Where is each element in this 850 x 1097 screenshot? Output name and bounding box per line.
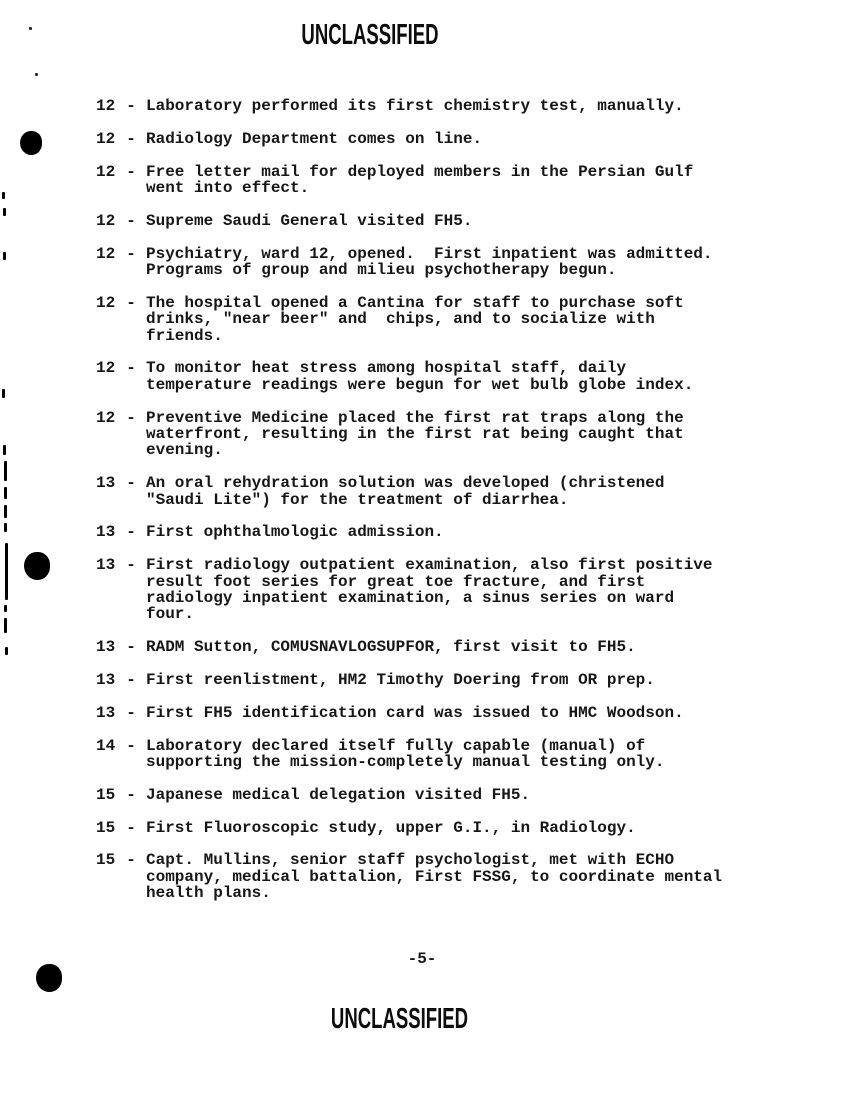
entry-day: 13 [96, 638, 116, 657]
list-item [96, 360, 816, 393]
entry-dash: - [126, 162, 136, 181]
entry-text-line: The hospital opened a Cantina for staff to purchase soft [146, 293, 684, 312]
list-item [96, 98, 816, 114]
hole-punch-mark [20, 131, 42, 155]
entry-text [146, 820, 816, 836]
entry-text [146, 557, 816, 623]
entry-dash: - [126, 818, 136, 837]
entry-text [146, 131, 816, 147]
entry-list [96, 98, 816, 918]
entry-text [146, 98, 816, 114]
entry-text [146, 639, 816, 655]
entry-text-line: health plans. [146, 884, 271, 903]
footer-classification: UNCLASSIFIED [330, 1003, 469, 1035]
entry-text [146, 738, 816, 771]
entry-text-line: An oral rehydration solution was developed (christened [146, 474, 665, 493]
entry-day: 12 [96, 162, 116, 181]
entry-day: 12 [96, 408, 116, 427]
entry-text-line: Laboratory performed its first chemistry test, manually. [146, 97, 684, 115]
list-item [96, 820, 816, 836]
margin-tick-mark [4, 487, 7, 499]
entry-text [146, 705, 816, 721]
entry-day: 13 [96, 474, 116, 493]
list-item [96, 410, 816, 459]
entry-day: 12 [96, 359, 116, 378]
entry-text-line: First radiology outpatient examination, also first positive [146, 556, 713, 575]
entry-text [146, 295, 816, 344]
entry-dash: - [126, 523, 136, 542]
entry-day: 15 [96, 818, 116, 837]
list-item [96, 164, 816, 197]
margin-tick-mark [4, 605, 7, 612]
entry-dash: - [126, 556, 136, 575]
entry-dash: - [126, 293, 136, 312]
entry-text [146, 852, 816, 901]
margin-tick-mark [4, 618, 7, 633]
entry-text-line: evening. [146, 441, 223, 460]
entry-text [146, 246, 816, 279]
entry-text-line: "Saudi Lite") for the treatment of diarrhea. [146, 490, 569, 509]
entry-text [146, 410, 816, 459]
entry-text [146, 524, 816, 540]
margin-tick-mark [2, 192, 5, 199]
margin-tick-mark [2, 389, 5, 398]
entry-day: 13 [96, 523, 116, 542]
list-item [96, 213, 816, 229]
entry-text-line: Free letter mail for deployed members in the Persian Gulf [146, 162, 694, 181]
entry-text [146, 672, 816, 688]
entry-text-line: First Fluoroscopic study, upper G.I., in Radiology. [146, 818, 636, 837]
entry-text-line: went into effect. [146, 179, 310, 197]
page-number: -5- [407, 950, 437, 968]
list-item [96, 475, 816, 508]
list-item [96, 131, 816, 147]
entry-text-line: four. [146, 605, 195, 624]
entry-dash: - [126, 785, 136, 804]
entry-text-line: To monitor heat stress among hospital staff, daily [146, 359, 627, 378]
list-item [96, 787, 816, 803]
entry-day: 13 [96, 671, 116, 690]
margin-tick-mark [4, 523, 7, 532]
entry-dash: - [126, 638, 136, 657]
entry-text-line: Preventive Medicine placed the first rat traps along the [146, 408, 684, 427]
entry-day: 12 [96, 244, 116, 263]
margin-tick-mark [5, 647, 8, 655]
entry-dash: - [126, 851, 136, 870]
entry-text-line: company, medical battalion, First FSSG, to coordinate mental [146, 867, 723, 886]
entry-text-line: First FH5 identification card was issued to HMC Woodson. [146, 703, 684, 722]
entry-text-line: First reenlistment, HM2 Timothy Doering from OR prep. [146, 671, 655, 690]
entry-text-line: radiology inpatient examination, a sinus series on ward [146, 589, 675, 608]
entry-day: 12 [96, 211, 116, 230]
entry-dash: - [126, 736, 136, 755]
entry-text-line: temperature readings were begun for wet bulb globe index. [146, 375, 694, 394]
entry-dash: - [126, 97, 136, 115]
entry-text [146, 360, 816, 393]
entry-dash: - [126, 129, 136, 148]
margin-tick-mark [3, 252, 6, 260]
entry-day: 13 [96, 556, 116, 575]
list-item [96, 852, 816, 901]
entry-day: 15 [96, 785, 116, 804]
list-item [96, 524, 816, 540]
list-item [96, 295, 816, 344]
entry-day: 15 [96, 851, 116, 870]
entry-text [146, 475, 816, 508]
entry-day: 14 [96, 736, 116, 755]
list-item [96, 639, 816, 655]
margin-tick-mark [3, 208, 6, 216]
entry-text-line: supporting the mission-completely manual testing only. [146, 753, 665, 772]
entry-text-line: RADM Sutton, COMUSNAVLOGSUPFOR, first visit to FH5. [146, 638, 636, 657]
entry-text-line: drinks, "near beer" and chips, and to socialize with [146, 310, 655, 329]
entry-dash: - [126, 211, 136, 230]
entry-dash: - [126, 359, 136, 378]
entry-text-line: result foot series for great toe fracture, and first [146, 572, 646, 591]
entry-text-line: Psychiatry, ward 12, opened. First inpatient was admitted. [146, 244, 713, 263]
entry-text-line: Radiology Department comes on line. [146, 129, 483, 148]
list-item [96, 246, 816, 279]
entry-dash: - [126, 474, 136, 493]
entry-text [146, 787, 816, 803]
entry-text-line: First ophthalmologic admission. [146, 523, 444, 542]
entry-dash: - [126, 671, 136, 690]
margin-tick-mark [3, 445, 6, 455]
entry-text-line: Japanese medical delegation visited FH5. [146, 785, 531, 804]
ink-speck [29, 27, 32, 30]
margin-tick-mark [5, 543, 8, 600]
margin-tick-mark [4, 505, 7, 518]
hole-punch-mark [36, 964, 62, 992]
list-item [96, 557, 816, 623]
entry-day: 12 [96, 293, 116, 312]
entry-text-line: waterfront, resulting in the first rat being caught that [146, 425, 684, 444]
entry-text-line: Laboratory declared itself fully capable (manual) of [146, 736, 646, 755]
entry-dash: - [126, 703, 136, 722]
entry-text-line: Programs of group and milieu psychotherapy begun. [146, 261, 617, 279]
list-item [96, 672, 816, 688]
entry-dash: - [126, 408, 136, 427]
entry-text-line: Capt. Mullins, senior staff psychologist, met with ECHO [146, 851, 675, 870]
entry-text [146, 164, 816, 197]
list-item [96, 738, 816, 771]
entry-day: 13 [96, 703, 116, 722]
entry-text-line: friends. [146, 326, 223, 345]
list-item [96, 705, 816, 721]
header-classification: UNCLASSIFIED [301, 19, 439, 51]
hole-punch-mark [24, 552, 50, 580]
entry-day: 12 [96, 129, 116, 148]
margin-tick-mark [4, 461, 7, 481]
entry-dash: - [126, 244, 136, 263]
entry-text [146, 213, 816, 229]
entry-text-line: Supreme Saudi General visited FH5. [146, 211, 473, 230]
entry-day: 12 [96, 97, 116, 115]
ink-speck [35, 73, 38, 76]
